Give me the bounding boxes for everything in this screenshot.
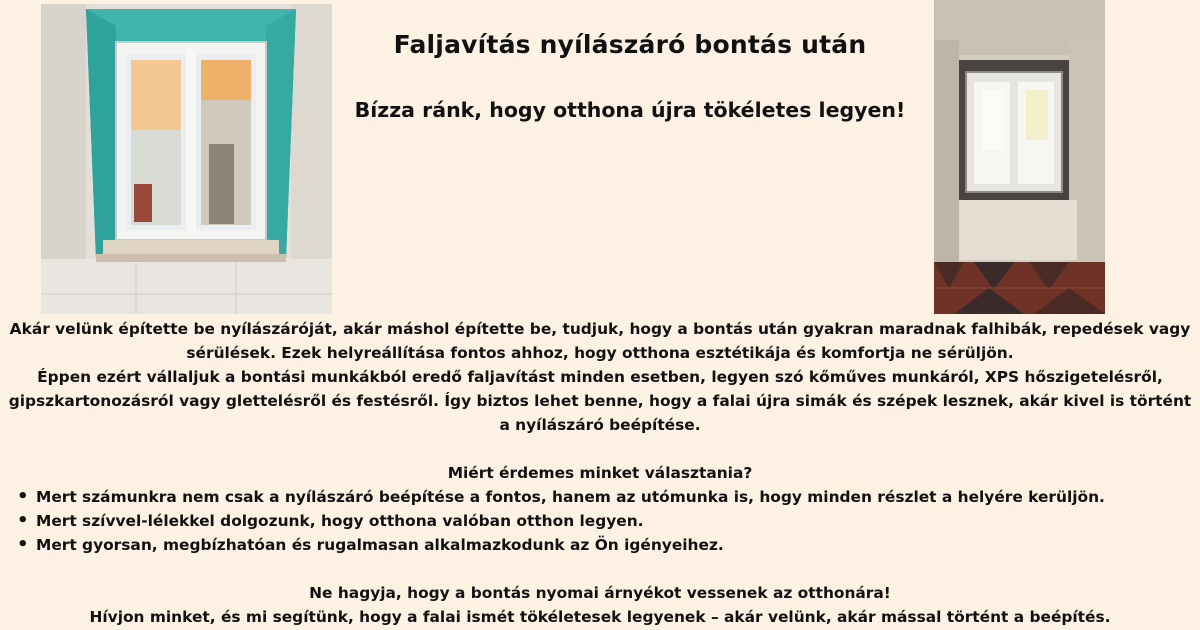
- list-item: • Mert számunkra nem csak a nyílászáró beépítése a fontos, hanem az utómunka is, hogy minden részlet a helyére kerüljön.: [6, 485, 1194, 509]
- why-list: [6, 485, 1194, 557]
- list-item: • Mert szívvel-lélekkel dolgozunk, hogy otthona valóban otthon legyen.: [6, 509, 1194, 533]
- why-heading: Miért érdemes minket választania?: [447, 464, 753, 482]
- page-subtitle: Bízza ránk, hogy otthona újra tökéletes legyen!: [354, 98, 906, 122]
- window-before-repair-photo: [934, 0, 1105, 314]
- closing-line-1: Ne hagyja, hogy a bontás nyomai árnyékot vessenek az otthonára!: [309, 584, 891, 602]
- page-title: Faljavítás nyílászáró bontás után: [393, 30, 867, 59]
- window-after-repair-photo: [41, 4, 332, 314]
- intro-paragraph-1: Akár velünk építette be nyílászáróját, akár máshol építette be, tudjuk, hogy a bontás után gyakran maradnak falhibák, repedések vagy sérülések. Ezek helyreállítása fontos ahhoz, hogy otthona esztétikája és komfortja ne sérüljön.: [9, 320, 1191, 362]
- main-content: [6, 317, 1194, 629]
- closing-line-2: Hívjon minket, és mi segítünk, hogy a falai ismét tökéletesek legyenek – akár velünk, akár mással történt a beépítés.: [89, 608, 1111, 626]
- list-item: • Mert gyorsan, megbízhatóan és rugalmasan alkalmazkodunk az Ön igényeihez.: [6, 533, 1194, 557]
- intro-paragraph-2: Éppen ezért vállaljuk a bontási munkákból eredő faljavítást minden esetben, legyen szó kőműves munkáról, XPS hőszigetelésről, gipszkartonozásról vagy glettelésről és festésről. Így biztos lehet benne, hogy a falai újra simák és szépek lesznek, akár kivel is történt a nyílászáró beépítése.: [8, 368, 1192, 434]
